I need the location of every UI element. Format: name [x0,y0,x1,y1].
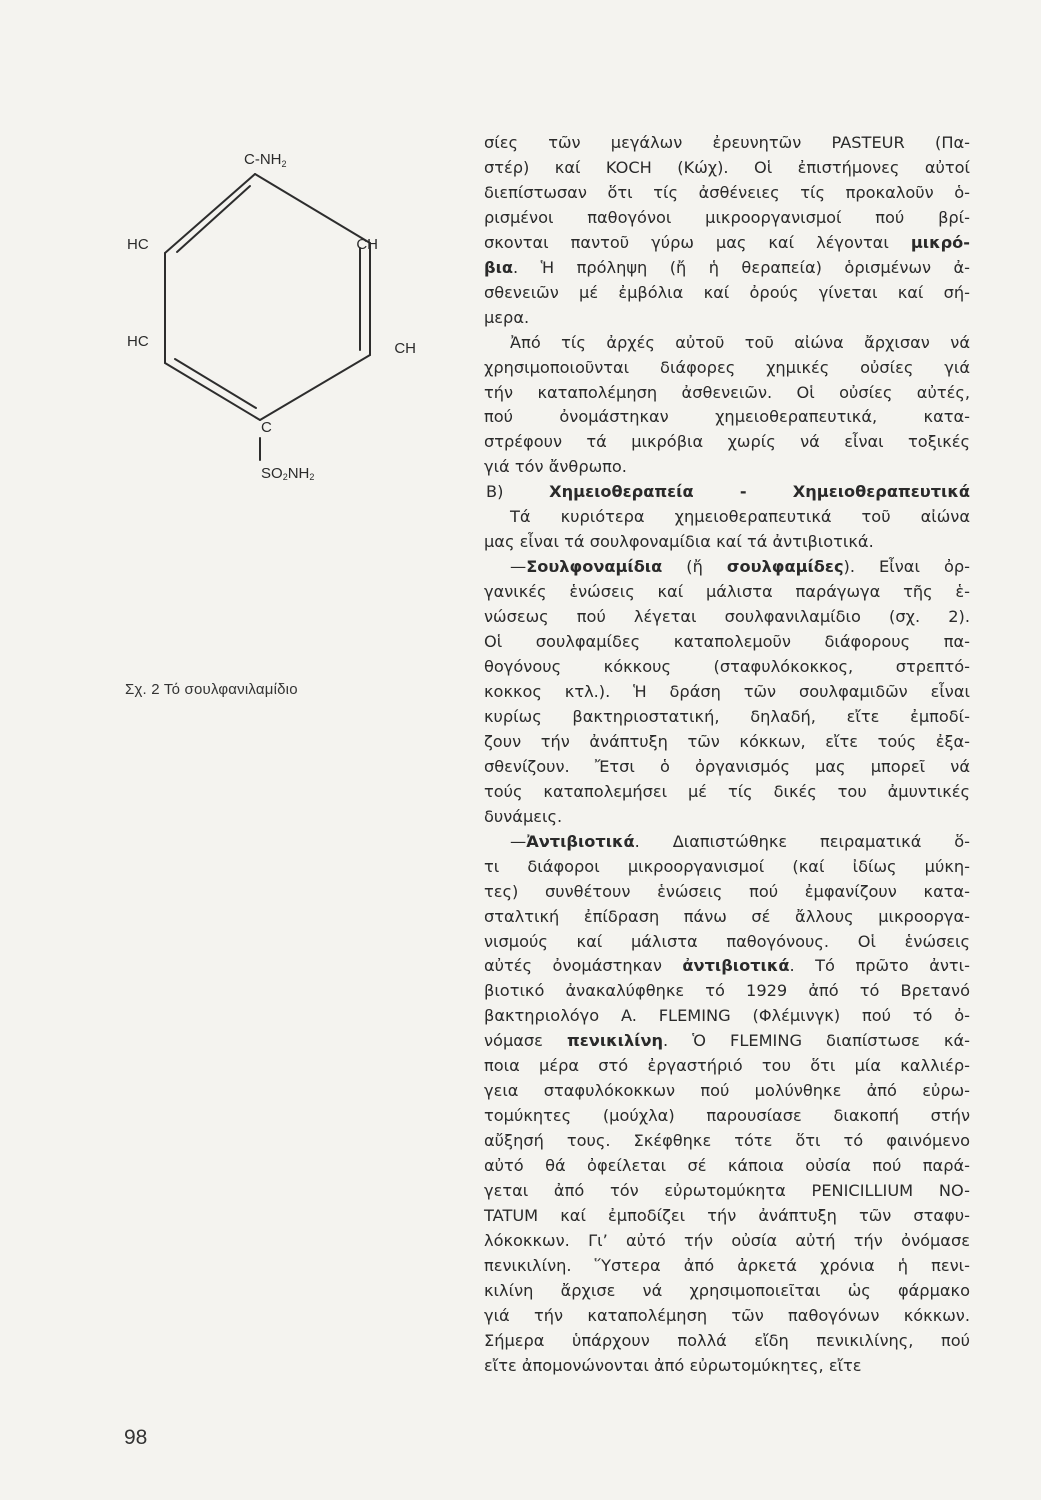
text-line [484,855,970,880]
text-segment: σταλτική ἐπίδραση πάνω σέ ἄλλους μικροοργα- [484,906,970,926]
bold-term: σουλφαμίδες [726,557,844,577]
text-segment: Οἱ σουλφαμίδες καταπολεμοῦν διάφορους πα- [484,632,970,652]
text-segment: (ἤ [662,557,727,577]
text-line [484,605,970,630]
text-line [484,880,970,905]
text-line [484,1129,970,1154]
text-line [484,505,970,530]
text-segment: πενικιλίνη. Ὕστερα ἀπό ἀρκετά χρόνια ἡ πενι- [484,1255,970,1275]
main-text-column [484,131,970,1379]
text-segment: . Διαπιστώθηκε πειραματικά ὅ- [634,831,970,851]
text-segment: διεπίστωσαν ὅτι τίς ἀσθένειες τίς προκαλοῦν ὁ- [484,182,970,202]
double-bond-bottom-left [175,359,256,408]
text-segment: αὔξησή τους. Σκέφθηκε τότε ὅτι τό φαινόμενο [484,1131,970,1151]
bold-term: Χημειοθεραπεία - Χημειοθεραπευτικά [549,482,970,502]
text-line [484,1079,970,1104]
text-segment: τούς καταπολεμήσει μέ τίς δικές του ἀμυντικές [484,781,970,801]
text-segment: Β) [486,482,550,502]
text-line [484,281,970,306]
text-line [484,680,970,705]
text-segment: μας εἶναι τά σουλφοναμίδια καί τά ἀντιβιοτικά. [484,532,874,552]
text-line [484,1304,970,1329]
text-line [484,1229,970,1254]
text-line [484,655,970,680]
text-segment: ζουν τήν ἀνάπτυξη τῶν κόκκων, εἴτε τούς ἐξα- [484,731,970,751]
bond-top-right [255,174,370,243]
text-segment: . Ἡ πρόληψη (ἤ ἡ θεραπεία) ὁρισμένων ἀ- [513,257,970,277]
text-segment: ποια μέρα στό ἐργαστήριό του ὅτι μία καλλιέρ- [484,1056,970,1076]
text-line [484,979,970,1004]
text-segment: σκονται παντοῦ γύρω μας καί λέγονται [484,232,911,252]
label-c-nh2: $C-NH_2$ [244,151,287,169]
text-segment: τήν καταπολέμηση ἀσθενειῶν. Οἱ οὐσίες αὐτές, [484,382,970,402]
text-segment: κοκκος κτλ.). Ἡ δράση τῶν σουλφαμιδῶν εἶναι [484,681,970,701]
text-line [484,905,970,930]
text-line [484,1354,970,1379]
label-ch-lower: CH [394,340,416,357]
text-line [484,1154,970,1179]
text-segment: βιοτικό ἀνακαλύφθηκε τό 1929 ἀπό τό Βρετανό [484,981,970,1001]
text-line [484,530,970,555]
text-segment: στέρ) καί KOCH (Κώχ). Οἱ ἐπιστήμονες αὐτοί [484,157,970,177]
text-line [484,755,970,780]
text-line [484,455,970,480]
bold-term: Ἀντιβιοτικά [526,831,635,851]
text-line [484,131,970,156]
text-line [484,430,970,455]
bold-term: μικρό- [910,232,970,252]
text-line [484,356,970,381]
text-segment: γιά τήν καταπολέμηση τῶν παθογόνων κόκκων. [484,1305,970,1325]
text-segment: . Ὁ FLEMING διαπίστωσε κά- [663,1031,970,1051]
text-line [484,780,970,805]
text-line [484,630,970,655]
text-segment: τομύκητες (μούχλα) παρουσίασε διακοπή στήν [484,1106,970,1126]
figure-caption: Σχ. 2 Τό σουλφανιλαμίδιο [125,681,298,698]
text-segment: Σήμερα ὑπάρχουν πολλά εἴδη πενικιλίνης, πού [484,1330,970,1350]
text-line [484,1254,970,1279]
text-line [484,1104,970,1129]
text-line [484,555,970,580]
text-line [484,156,970,181]
sulfanilamide-structure [120,140,416,500]
bond-top-left [165,174,255,253]
text-line [484,480,970,505]
text-segment: Ἀπό τίς ἀρχές αὐτοῦ τοῦ αἰώνα ἄρχισαν νά [510,332,970,352]
text-segment: νισμούς καί μάλιστα παθογόνους. Οἱ ἑνώσεις [484,931,970,951]
bold-term: πενικιλίνη [566,1031,664,1051]
text-segment: . Τό πρῶτο ἀντι- [789,956,970,976]
text-line [484,1004,970,1029]
text-line [484,405,970,430]
text-line [484,930,970,955]
text-line [484,1179,970,1204]
label-c-bottom: C [261,419,272,436]
text-segment: γιά τόν ἄνθρωπο. [484,457,627,477]
text-line [484,1329,970,1354]
text-line [484,954,970,979]
text-segment: αὐτές ὀνομάστηκαν [484,956,683,976]
text-line [484,1029,970,1054]
text-line [484,1054,970,1079]
page-number: 98 [124,1426,148,1449]
text-segment: λόκοκκων. Γι’ αὐτό τήν οὐσία αὐτή τήν ὀνόμασε [484,1230,970,1250]
text-segment: χρησιμοποιοῦνται διάφορες χημικές οὐσίες γιά [484,357,970,377]
text-segment: κυρίως βακτηριοστατική, δηλαδή, εἴτε ἐμποδί- [484,706,970,726]
text-segment: βακτηριολόγο A. FLEMING (Φλέμινγκ) πού τό ὀ- [484,1006,970,1026]
text-line [484,256,970,281]
text-line [484,206,970,231]
text-segment: δυνάμεις. [484,806,563,826]
text-segment: ). Εἶναι ὀρ- [843,557,970,577]
text-segment: νώσεως πού λέγεται σουλφανιλαμίδιο (σχ. 2). [484,607,970,627]
text-segment: νόμασε [484,1031,567,1051]
benzene-ring-diagram [120,140,416,500]
bond-bottom-left [165,363,260,420]
text-segment: σίες τῶν μεγάλων ἐρευνητῶν PASTEUR (Πα- [484,133,970,152]
text-segment: Τά κυριότερα χημειοθεραπευτικά τοῦ αἰώνα [510,507,970,527]
text-line [484,231,970,256]
text-segment: στρέφουν τά μικρόβια χωρίς νά εἶναι τοξικές [484,432,970,452]
text-segment: τι διάφοροι μικροοργανισμοί (καί ἰδίως μύκη- [484,856,970,876]
text-segment: σθενίζουν. Ἔτσι ὁ ὀργανισμός μας μπορεῖ νά [484,756,970,776]
bold-term: βια [484,257,514,277]
text-segment: γεια σταφυλόκοκκων πού μολύνθηκε ἀπό εὐρω- [484,1081,970,1101]
label-ch-upper: CH [356,236,378,253]
text-segment: γεται ἀπό τόν εὐρωτομύκητα PENICILLIUM NO- [484,1181,970,1201]
text-segment: γανικές ἑνώσεις καί μάλιστα παράγωγα τῆς ἑ- [484,582,970,602]
bold-term: Σουλφοναμίδια [526,557,663,577]
bold-term: ἀντιβιοτικά [682,956,790,976]
text-segment: μερα. [484,307,530,327]
text-segment: TATUM καί ἐμποδίζει τήν ἀνάπτυξη τῶν σταφυ- [484,1205,970,1225]
text-line [484,1279,970,1304]
text-line [484,306,970,331]
label-so2nh2: SO2NH2 [261,465,315,482]
text-segment: — [510,831,527,851]
text-segment: πού ὀνομάστηκαν χημειοθεραπευτικά, κατα- [484,407,970,427]
text-segment: ρισμένοι παθογόνοι μικροοργανισμοί πού βρί- [484,207,970,227]
label-hc-lower: HC [127,333,149,350]
double-bond-top-left [177,186,250,252]
text-line [484,805,970,830]
text-segment: θογόνους κόκκους (σταφυλόκοκκος, στρεπτό- [484,657,970,677]
text-line [484,705,970,730]
text-segment: κιλίνη ἄρχισε νά χρησιμοποιεῖται ὡς φάρμακο [484,1280,970,1300]
text-line [484,580,970,605]
text-segment: σθενειῶν μέ ἐμβόλια καί ὀρούς γίνεται καί σή- [484,282,970,302]
text-line [484,830,970,855]
text-segment: — [510,557,527,577]
text-line [484,730,970,755]
label-hc-upper: HC [127,236,149,253]
text-line [484,1204,970,1229]
text-segment: αὐτό θά ὀφείλεται σέ κάποια οὐσία πού παρά- [484,1156,970,1176]
bond-bottom-right [260,355,370,420]
text-line [484,181,970,206]
text-segment: τες) συνθέτουν ἑνώσεις πού ἐμφανίζουν κατα- [484,881,970,901]
text-line [484,381,970,406]
text-segment: εἴτε ἀπομονώνονται ἀπό εὐρωτομύκητες, εἴτε [484,1355,862,1375]
text-line [484,331,970,356]
